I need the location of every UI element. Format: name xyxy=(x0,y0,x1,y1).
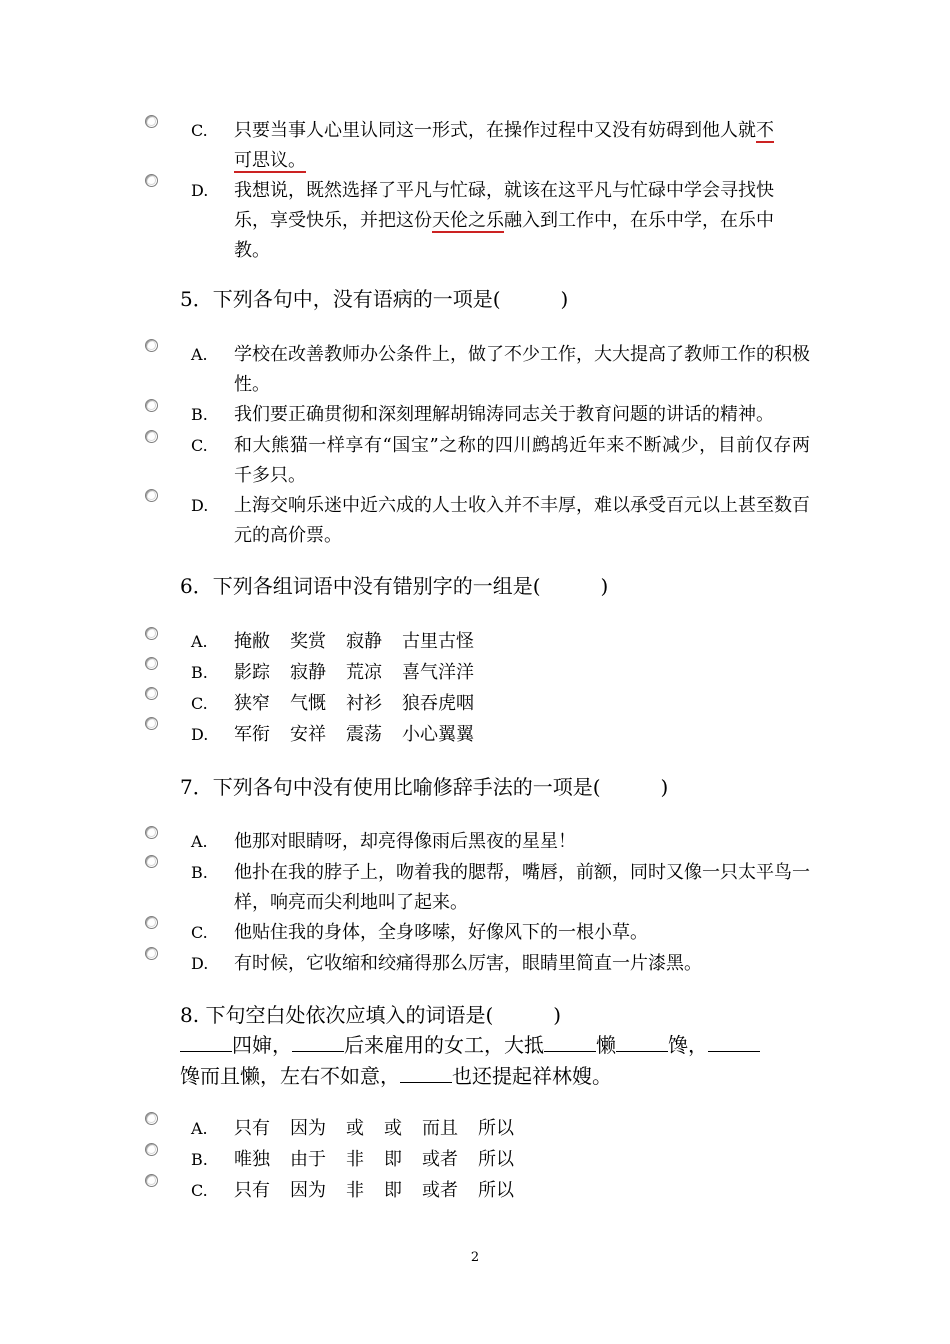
option-letter: B. xyxy=(191,405,208,424)
word: 军衔 xyxy=(234,724,270,745)
word: 影踪 xyxy=(234,662,270,683)
option-text: 和大熊猫一样享有“国宝”之称的四川鹧鸪近年来不断减少，目前仅存两千多只。 xyxy=(234,435,810,486)
option-letter: C. xyxy=(191,436,208,455)
page-number: 2 xyxy=(470,1250,480,1265)
question-5-title: 5．下列各句中，没有语病的一项是( ) xyxy=(180,287,569,311)
word: 或 xyxy=(384,1118,402,1139)
option-words-q6-b xyxy=(234,658,810,688)
option-letter: B. xyxy=(191,663,208,682)
word: 即 xyxy=(384,1149,402,1170)
radio-q7-d[interactable] xyxy=(145,947,158,960)
option-letter: C. xyxy=(191,1181,208,1200)
word: 非 xyxy=(346,1149,364,1170)
option-words-q8-a xyxy=(234,1114,810,1144)
word: 因为 xyxy=(290,1118,326,1139)
word: 衬衫 xyxy=(346,693,382,714)
word: 而且 xyxy=(422,1118,458,1139)
option-text: 融入到工作中，在乐中学，在乐中 xyxy=(504,210,774,231)
option-text: 有时候，它收缩和绞痛得那么厉害，眼睛里简直一片漆黑。 xyxy=(234,953,702,974)
blank-4 xyxy=(616,1029,668,1052)
marked-text: 可思议。 xyxy=(234,150,306,171)
question-8-sentence xyxy=(180,1029,800,1091)
word: 所以 xyxy=(478,1118,514,1139)
radio-q5-d[interactable] xyxy=(145,489,158,502)
option-words-q6-d xyxy=(234,720,810,750)
word: 或者 xyxy=(422,1180,458,1201)
sentence-part: 馋而且懒，左右不如意， xyxy=(180,1064,400,1088)
sentence-part: 后来雇用的女工，大抵 xyxy=(344,1033,544,1057)
radio-q8-b[interactable] xyxy=(145,1143,158,1156)
word: 只有 xyxy=(234,1118,270,1139)
word: 寂静 xyxy=(346,631,382,652)
word: 掩敝 xyxy=(234,631,270,652)
sentence-part: 馋， xyxy=(668,1033,708,1057)
word: 由于 xyxy=(290,1149,326,1170)
radio-prev-d[interactable] xyxy=(145,174,158,187)
marked-text: 不 xyxy=(756,120,774,141)
option-words-q8-c xyxy=(234,1176,810,1206)
word: 狭窄 xyxy=(234,693,270,714)
radio-q6-b[interactable] xyxy=(145,657,158,670)
option-text-prev-c xyxy=(234,116,810,176)
blank-6 xyxy=(400,1060,452,1083)
question-6-title: 6．下列各组词语中没有错别字的一组是( ) xyxy=(180,574,609,598)
option-letter: B. xyxy=(191,1150,208,1169)
blank-3 xyxy=(544,1029,596,1052)
option-letter: C. xyxy=(191,121,208,140)
question-8-title: 8. 下句空白处依次应填入的词语是( ) xyxy=(180,1003,562,1027)
radio-q7-a[interactable] xyxy=(145,826,158,839)
word: 安祥 xyxy=(290,724,326,745)
word: 或者 xyxy=(422,1149,458,1170)
option-words-q6-c xyxy=(234,689,810,719)
sentence-part: 四婶， xyxy=(232,1033,292,1057)
sentence-part: 懒 xyxy=(596,1033,616,1057)
radio-q8-a[interactable] xyxy=(145,1112,158,1125)
sentence-part: 也还提起祥林嫂。 xyxy=(452,1064,612,1088)
word: 气慨 xyxy=(290,693,326,714)
option-letter: D. xyxy=(191,496,209,515)
option-letter: D. xyxy=(191,725,209,744)
radio-q6-a[interactable] xyxy=(145,627,158,640)
option-text: 他扑在我的脖子上，吻着我的腮帮，嘴唇，前额，同时又像一只太平鸟一样，响亮而尖利地叫了起来。 xyxy=(234,862,810,913)
option-text-prev-d xyxy=(234,176,810,266)
radio-q7-b[interactable] xyxy=(145,855,158,868)
option-letter: C. xyxy=(191,923,208,942)
option-letter: D. xyxy=(191,181,209,200)
option-letter: C. xyxy=(191,694,208,713)
radio-q5-a[interactable] xyxy=(145,339,158,352)
option-words-q8-b xyxy=(234,1145,810,1175)
option-text: 他贴住我的身体，全身哆嗦，好像风下的一根小草。 xyxy=(234,922,648,943)
word: 狼吞虎咽 xyxy=(402,693,474,714)
marked-text: 天伦之乐 xyxy=(432,210,504,231)
option-text: 乐，享受快乐，并把这份 xyxy=(234,210,432,231)
word: 或 xyxy=(346,1118,364,1139)
radio-prev-c[interactable] xyxy=(145,115,158,128)
option-letter: D. xyxy=(191,954,209,973)
word: 因为 xyxy=(290,1180,326,1201)
blank-2 xyxy=(292,1029,344,1052)
option-text: 只要当事人心里认同这一形式，在操作过程中又没有妨碍到他人就 xyxy=(234,120,756,141)
option-text: 教。 xyxy=(234,240,270,261)
option-letter: A. xyxy=(191,632,208,651)
word: 古里古怪 xyxy=(402,631,474,652)
radio-q8-c[interactable] xyxy=(145,1174,158,1187)
radio-q5-c[interactable] xyxy=(145,430,158,443)
word: 震荡 xyxy=(346,724,382,745)
word: 寂静 xyxy=(290,662,326,683)
word: 即 xyxy=(384,1180,402,1201)
option-letter: A. xyxy=(191,832,208,851)
option-words-q6-a xyxy=(234,627,810,657)
word: 所以 xyxy=(478,1180,514,1201)
question-7-title: 7．下列各句中没有使用比喻修辞手法的一项是( ) xyxy=(180,775,669,799)
option-letter: A. xyxy=(191,345,208,364)
radio-q7-c[interactable] xyxy=(145,916,158,929)
option-text: 学校在改善教师办公条件上，做了不少工作，大大提高了教师工作的积极性。 xyxy=(234,344,810,395)
word: 奖赏 xyxy=(290,631,326,652)
option-text: 我们要正确贯彻和深刻理解胡锦涛同志关于教育问题的讲话的精神。 xyxy=(234,404,774,425)
option-text: 我想说，既然选择了平凡与忙碌，就该在这平凡与忙碌中学会寻找快 xyxy=(234,180,774,201)
word: 所以 xyxy=(478,1149,514,1170)
word: 非 xyxy=(346,1180,364,1201)
word: 荒凉 xyxy=(346,662,382,683)
radio-q6-c[interactable] xyxy=(145,687,158,700)
option-letter: A. xyxy=(191,1119,208,1138)
word: 只有 xyxy=(234,1180,270,1201)
word: 喜气洋洋 xyxy=(402,662,474,683)
blank-5 xyxy=(708,1029,760,1052)
word: 唯独 xyxy=(234,1149,270,1170)
option-letter: B. xyxy=(191,863,208,882)
radio-q6-d[interactable] xyxy=(145,717,158,730)
blank-1 xyxy=(180,1029,232,1052)
option-text: 上海交响乐迷中近六成的人士收入并不丰厚，难以承受百元以上甚至数百元的高价票。 xyxy=(234,495,810,546)
word: 小心翼翼 xyxy=(402,724,474,745)
radio-q5-b[interactable] xyxy=(145,399,158,412)
option-text: 他那对眼睛呀，却亮得像雨后黑夜的星星！ xyxy=(234,831,576,852)
